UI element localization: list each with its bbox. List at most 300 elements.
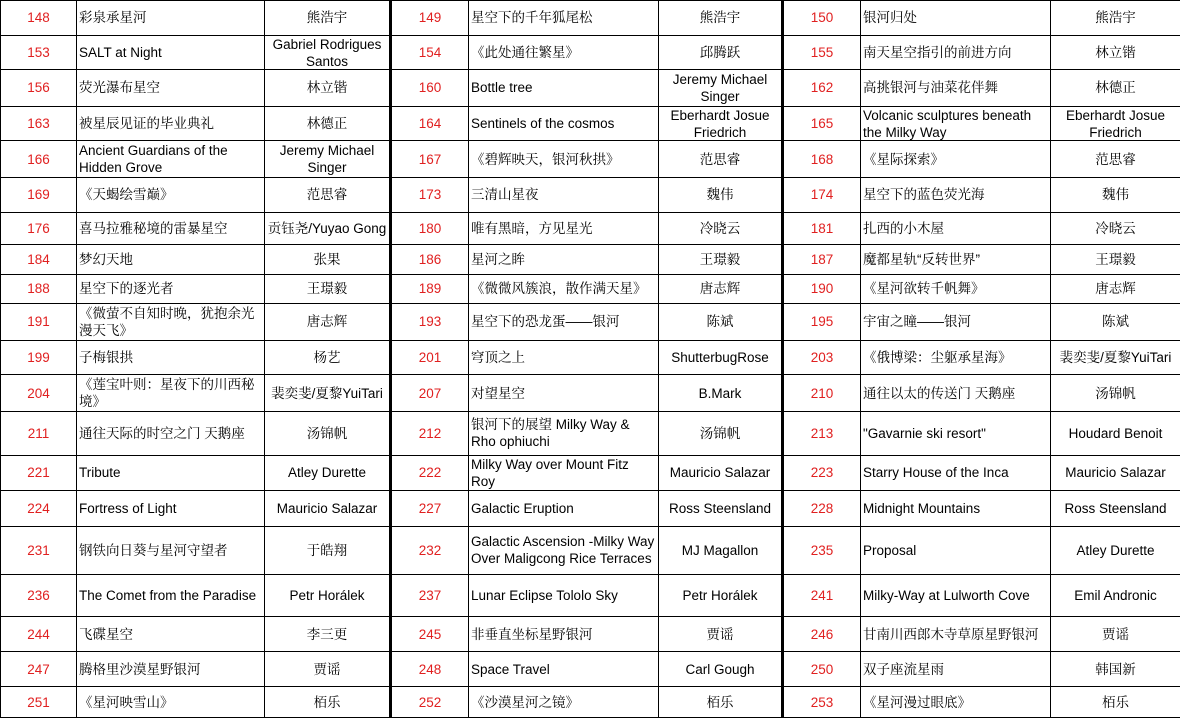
entry-number-text: 153	[27, 44, 50, 60]
entry-title	[77, 340, 265, 375]
entry-title	[77, 526, 265, 574]
entry-author	[659, 526, 783, 574]
entry-author	[265, 651, 391, 687]
entry-author-text: 贡钰尧/Yuyao Gong	[267, 220, 387, 236]
entry-number	[783, 274, 861, 303]
entry-title	[77, 687, 265, 718]
entry-number-text: 156	[27, 80, 50, 96]
entry-title	[77, 1, 265, 36]
entry-number	[1, 455, 77, 491]
entry-title-text: 飞碟星空	[79, 626, 133, 642]
entry-title-text: 子梅银拱	[79, 349, 133, 365]
entry-title-text: 梦幻天地	[79, 251, 133, 267]
entry-title-text: 星空下的蓝色荧光海	[863, 187, 985, 203]
entry-title	[469, 141, 659, 178]
entry-number-text: 224	[27, 500, 50, 516]
entry-author	[1051, 340, 1180, 375]
entries-table-body	[1, 1, 1180, 718]
entry-number	[783, 340, 861, 375]
entry-author	[265, 212, 391, 245]
table-row	[1, 411, 1180, 455]
entry-author-text: 贾谣	[313, 661, 341, 677]
entry-author	[1051, 651, 1180, 687]
entry-author-text: Petr Horálek	[289, 587, 365, 603]
entry-number-text: 221	[27, 465, 50, 481]
entry-number	[391, 340, 469, 375]
entry-number	[783, 106, 861, 141]
entry-title	[469, 687, 659, 718]
entry-number-text: 251	[27, 694, 50, 710]
entry-title	[469, 212, 659, 245]
entry-number	[783, 177, 861, 212]
entry-author-text: 杨艺	[313, 349, 341, 365]
entry-number	[1, 274, 77, 303]
entry-number	[783, 411, 861, 455]
entry-number	[391, 687, 469, 718]
entry-author-text: 贾谣	[706, 626, 734, 642]
entry-title-text: Milky Way over Mount Fitz Roy	[471, 456, 629, 489]
entry-number-text: 227	[418, 500, 442, 516]
entry-number	[1, 375, 77, 412]
entry-author	[265, 375, 391, 412]
entry-number	[783, 651, 861, 687]
entry-number-text: 248	[418, 661, 442, 677]
entry-author-text: 范思睿	[1095, 151, 1136, 167]
entry-author-text: 陈斌	[706, 314, 734, 330]
entry-author	[659, 411, 783, 455]
entry-title-text: 《俄博梁：尘躯承星海》	[863, 349, 1012, 365]
entry-title	[469, 491, 659, 527]
entry-title-text: 银河下的展望 Milky Way & Rho ophiuchi	[471, 417, 630, 450]
entry-title	[77, 274, 265, 303]
entry-title	[77, 617, 265, 652]
entry-title-text: 通往以太的传送门 天鹅座	[863, 385, 1016, 401]
entry-author	[659, 70, 783, 107]
entry-number-text: 154	[418, 44, 442, 60]
entry-title-text: Fortress of Light	[79, 500, 177, 516]
entry-number-text: 173	[418, 187, 442, 203]
entry-title	[861, 274, 1051, 303]
table-row	[1, 106, 1180, 141]
entry-title	[861, 70, 1051, 107]
entry-number	[1, 574, 77, 617]
entry-title-text: 星空下的千年狐尾松	[471, 10, 593, 26]
entry-author	[1051, 141, 1180, 178]
entry-author-text: Ross Steensland	[1064, 500, 1167, 516]
entry-title-text: 《沙漠星河之镜》	[471, 694, 579, 710]
entry-number-text: 252	[418, 694, 442, 710]
entry-author	[659, 491, 783, 527]
entry-number-text: 181	[810, 220, 834, 236]
entry-title	[77, 491, 265, 527]
entry-author	[1051, 274, 1180, 303]
entry-author-text: 范思睿	[699, 151, 741, 167]
entry-number	[1, 177, 77, 212]
entry-number-text: 148	[27, 10, 50, 26]
entry-title	[77, 574, 265, 617]
entry-author	[659, 141, 783, 178]
entry-author	[659, 574, 783, 617]
entry-author	[1051, 1, 1180, 36]
entry-number	[1, 1, 77, 36]
entry-number	[1, 340, 77, 375]
entry-number-text: 165	[810, 116, 834, 132]
entry-title-text: 钢铁向日葵与星河守望者	[79, 542, 228, 558]
entry-title-text: 双子座流星雨	[863, 661, 944, 677]
entry-author-text: 李三更	[306, 626, 348, 642]
entry-title-text: 非垂直坐标星野银河	[471, 626, 593, 642]
entry-author	[265, 455, 391, 491]
entry-number	[783, 526, 861, 574]
entry-title	[77, 177, 265, 212]
entry-number-text: 207	[418, 385, 442, 401]
entry-title	[469, 304, 659, 341]
entry-title	[77, 35, 265, 70]
entry-title	[469, 70, 659, 107]
entry-title-text: Ancient Guardians of the Hidden Grove	[79, 143, 228, 176]
entry-number	[391, 304, 469, 341]
table-row	[1, 574, 1180, 617]
entry-title	[77, 411, 265, 455]
entry-title	[861, 651, 1051, 687]
entry-author	[1051, 617, 1180, 652]
entry-number	[391, 411, 469, 455]
entry-title-text: 腾格里沙漠星野银河	[79, 661, 201, 677]
table-row	[1, 617, 1180, 652]
entry-title-text: 唯有黑暗，方见星光	[471, 220, 593, 236]
table-row	[1, 687, 1180, 718]
entry-title	[469, 245, 659, 274]
entry-author-text: 唐志辉	[699, 281, 741, 297]
entry-number-text: 211	[27, 425, 50, 441]
table-row	[1, 304, 1180, 341]
entry-title	[469, 177, 659, 212]
entry-author-text: 熊浩宇	[699, 10, 741, 26]
entry-number	[1, 687, 77, 718]
table-row	[1, 35, 1180, 70]
entry-number-text: 150	[810, 10, 834, 26]
entry-author-text: 王璟毅	[1095, 251, 1136, 267]
table-row	[1, 212, 1180, 245]
entry-number-text: 241	[810, 587, 834, 603]
entry-author-text: 冷晓云	[699, 220, 741, 236]
entry-author	[659, 687, 783, 718]
entry-title-text: 扎西的小木屋	[863, 220, 944, 236]
entry-title-text: 星空下的逐光者	[79, 281, 174, 297]
entry-title	[861, 411, 1051, 455]
entry-author-text: Emil Andronic	[1074, 587, 1157, 603]
entry-author-text: Petr Horálek	[682, 587, 758, 603]
table-row	[1, 1, 1180, 36]
entry-author-text: 韩国新	[1095, 661, 1136, 677]
entry-number-text: 164	[418, 116, 442, 132]
entry-number	[391, 491, 469, 527]
entry-title	[469, 1, 659, 36]
entry-title-text: 《微萤不自知时晚，犹抱余光漫天飞》	[79, 305, 255, 338]
entry-number	[783, 1, 861, 36]
entry-title-text: 穹顶之上	[471, 349, 525, 365]
entry-author-text: Eberhardt Josue Friedrich	[1065, 108, 1166, 141]
entry-author	[1051, 491, 1180, 527]
entry-author	[1051, 574, 1180, 617]
entry-number	[783, 245, 861, 274]
entry-author	[265, 274, 391, 303]
entry-title-text: 荧光瀑布星空	[79, 80, 160, 96]
entry-author	[659, 35, 783, 70]
entry-number	[1, 651, 77, 687]
entry-title	[861, 177, 1051, 212]
entry-number-text: 180	[418, 220, 442, 236]
entry-title	[469, 651, 659, 687]
table-row	[1, 177, 1180, 212]
entry-title-text: 南天星空指引的前进方向	[863, 44, 1012, 60]
entry-number	[391, 617, 469, 652]
entry-author	[1051, 177, 1180, 212]
entry-author-text: MJ Magallon	[681, 542, 759, 558]
entry-number-text: 235	[810, 542, 834, 558]
entry-number-text: 210	[810, 385, 834, 401]
entry-number-text: 188	[27, 281, 50, 297]
entry-title-text: Tribute	[79, 465, 121, 481]
entry-number-text: 250	[810, 661, 834, 677]
entry-title	[469, 617, 659, 652]
entry-number-text: 155	[810, 44, 834, 60]
entry-author-text: Atley Durette	[287, 465, 367, 481]
entry-number-text: 231	[27, 542, 50, 558]
entry-number-text: 193	[418, 314, 442, 330]
entry-author	[1051, 106, 1180, 141]
entry-title-text: 魔都星轨“反转世界”	[863, 251, 980, 267]
entry-title-text: 被星辰见证的毕业典礼	[79, 116, 214, 132]
entry-number	[391, 177, 469, 212]
table-row	[1, 274, 1180, 303]
entry-author	[1051, 526, 1180, 574]
entry-title	[861, 455, 1051, 491]
entry-number	[391, 212, 469, 245]
entry-author-text: 汤锦帆	[699, 425, 741, 441]
entry-author	[1051, 35, 1180, 70]
entry-title-text: Bottle tree	[471, 80, 533, 96]
entry-number-text: 212	[418, 425, 442, 441]
entry-author	[659, 617, 783, 652]
entry-number-text: 245	[418, 626, 442, 642]
entry-number-text: 167	[418, 151, 442, 167]
entry-number-text: 160	[418, 80, 442, 96]
entry-author-text: 熊浩宇	[306, 10, 348, 26]
entry-number-text: 184	[27, 251, 50, 267]
entry-title-text: 《天蝎绘雪巅》	[79, 187, 174, 203]
entry-number-text: 232	[418, 542, 442, 558]
entry-author	[1051, 212, 1180, 245]
entry-title	[861, 212, 1051, 245]
entry-number	[783, 212, 861, 245]
entry-title	[469, 35, 659, 70]
entry-title-text: 喜马拉雅秘境的雷暴星空	[79, 220, 228, 236]
entry-number	[1, 141, 77, 178]
entry-author	[1051, 455, 1180, 491]
entry-author	[659, 1, 783, 36]
entry-number	[1, 526, 77, 574]
entry-title-text: Galactic Eruption	[471, 500, 574, 516]
table-row	[1, 141, 1180, 178]
entry-title	[77, 70, 265, 107]
entry-title	[77, 245, 265, 274]
entry-title	[861, 1, 1051, 36]
entry-author	[659, 651, 783, 687]
entry-number	[391, 651, 469, 687]
entry-number	[783, 491, 861, 527]
entry-number	[1, 617, 77, 652]
entry-author	[659, 455, 783, 491]
entry-number-text: 228	[810, 500, 834, 516]
entry-number-text: 168	[810, 151, 834, 167]
entry-author-text: Houdard Benoit	[1068, 425, 1163, 441]
entry-author-text: Atley Durette	[1076, 542, 1155, 558]
entry-author-text: 陈斌	[1102, 314, 1129, 330]
entry-author-text: 唐志辉	[1095, 281, 1136, 297]
entry-number	[1, 106, 77, 141]
entry-number	[391, 274, 469, 303]
entry-author-text: 贾谣	[1102, 626, 1129, 642]
entry-author-text: 于皓翔	[306, 542, 348, 558]
entry-author-text: Mauricio Salazar	[276, 500, 378, 516]
entry-author-text: 林立锴	[1095, 44, 1136, 60]
entry-author	[659, 340, 783, 375]
entry-number	[391, 455, 469, 491]
entry-author-text: Gabriel Rodrigues Santos	[272, 36, 382, 69]
entry-number	[391, 1, 469, 36]
entry-title	[861, 340, 1051, 375]
entry-number-text: 204	[27, 385, 50, 401]
entry-author-text: 汤锦帆	[306, 425, 348, 441]
table-row	[1, 491, 1180, 527]
entry-number	[1, 491, 77, 527]
entry-author	[265, 141, 391, 178]
entry-title	[861, 35, 1051, 70]
entry-number-text: 223	[810, 465, 834, 481]
table-row	[1, 340, 1180, 375]
entry-title	[861, 491, 1051, 527]
entry-author	[265, 491, 391, 527]
entry-number-text: 213	[810, 425, 834, 441]
entry-author-text: 熊浩宇	[1095, 10, 1136, 26]
entry-title	[77, 375, 265, 412]
entry-title-text: 星空下的恐龙蛋——银河	[471, 314, 620, 330]
table-row	[1, 375, 1180, 412]
entry-title-text: 通往天际的时空之门 天鹅座	[79, 425, 245, 441]
entry-author-text: Carl Gough	[685, 661, 755, 677]
entry-author	[1051, 245, 1180, 274]
entry-number	[783, 455, 861, 491]
entry-number	[783, 35, 861, 70]
entry-title-text: Volcanic sculptures beneath the Milky Way	[863, 108, 1032, 141]
entry-title-text: 《此处通往繁星》	[471, 44, 579, 60]
entry-author	[265, 340, 391, 375]
entry-title-text: 《碧辉映天，银河秋拱》	[471, 151, 620, 167]
entry-author-text: 栢乐	[706, 694, 734, 710]
entry-title-text: The Comet from the Paradise	[79, 587, 257, 603]
entry-title-text: 《星际探索》	[863, 151, 944, 167]
entry-number-text: 163	[27, 116, 50, 132]
entry-title-text: 三清山星夜	[471, 187, 539, 203]
entry-number	[391, 526, 469, 574]
table-row	[1, 70, 1180, 107]
entry-title-text: Midnight Mountains	[863, 500, 981, 516]
entry-number-text: 244	[27, 626, 50, 642]
entry-author-text: ShutterbugRose	[671, 349, 769, 365]
entry-number	[783, 574, 861, 617]
entry-title-text: 甘南川西郎木寺草原星野银河	[863, 626, 1039, 642]
entry-author	[659, 375, 783, 412]
entry-title-text: Starry House of the Inca	[863, 465, 1009, 481]
entry-author-text: 魏伟	[706, 187, 734, 203]
entry-author-text: 张果	[313, 251, 341, 267]
entry-author	[265, 617, 391, 652]
entry-title-text: 银河归处	[863, 10, 917, 26]
entry-number-text: 191	[27, 314, 50, 330]
entry-author-text: 裴奕斐/夏黎YuiTari	[271, 385, 383, 401]
entry-number-text: 174	[810, 187, 834, 203]
entry-title-text: Space Travel	[471, 661, 550, 677]
entry-title-text: "Gavarnie ski resort"	[863, 425, 986, 441]
entry-author-text: 林德正	[306, 116, 348, 132]
entry-title-text: Proposal	[863, 542, 917, 558]
entry-author	[265, 106, 391, 141]
entry-author	[1051, 687, 1180, 718]
entry-number-text: 246	[810, 626, 834, 642]
entry-number-text: 186	[418, 251, 442, 267]
entry-author-text: 林立锴	[306, 80, 348, 96]
entry-author	[265, 411, 391, 455]
entry-title	[469, 574, 659, 617]
entry-title-text: 彩泉承星河	[79, 10, 147, 26]
entry-title	[861, 245, 1051, 274]
entry-author-text: Jeremy Michael Singer	[672, 71, 768, 104]
entry-title-text: Sentinels of the cosmos	[471, 116, 615, 132]
entry-author	[265, 1, 391, 36]
entry-title	[861, 526, 1051, 574]
entry-author	[659, 304, 783, 341]
entry-number-text: 237	[418, 587, 442, 603]
entry-author-text: 裴奕斐/夏黎YuiTari	[1059, 349, 1172, 365]
entry-number	[1, 212, 77, 245]
entry-title	[469, 526, 659, 574]
entry-author	[1051, 70, 1180, 107]
entry-author-text: 林德正	[1095, 80, 1136, 96]
entry-number-text: 166	[27, 151, 50, 167]
entry-number-text: 190	[810, 281, 834, 297]
entry-title	[861, 304, 1051, 341]
entry-number-text: 169	[27, 187, 50, 203]
entry-title	[469, 375, 659, 412]
entry-number	[391, 35, 469, 70]
entry-author	[659, 106, 783, 141]
entry-author-text: Mauricio Salazar	[1065, 465, 1166, 481]
entry-title	[77, 106, 265, 141]
entry-number	[1, 35, 77, 70]
entry-author	[659, 274, 783, 303]
entry-title	[77, 651, 265, 687]
entry-author-text: 栢乐	[1102, 694, 1129, 710]
entry-author	[659, 245, 783, 274]
table-row	[1, 526, 1180, 574]
entry-author-text: 唐志辉	[306, 314, 348, 330]
entry-number	[391, 106, 469, 141]
entry-author	[265, 177, 391, 212]
entry-author	[265, 70, 391, 107]
entry-number	[391, 141, 469, 178]
entry-author-text: 栢乐	[313, 694, 341, 710]
